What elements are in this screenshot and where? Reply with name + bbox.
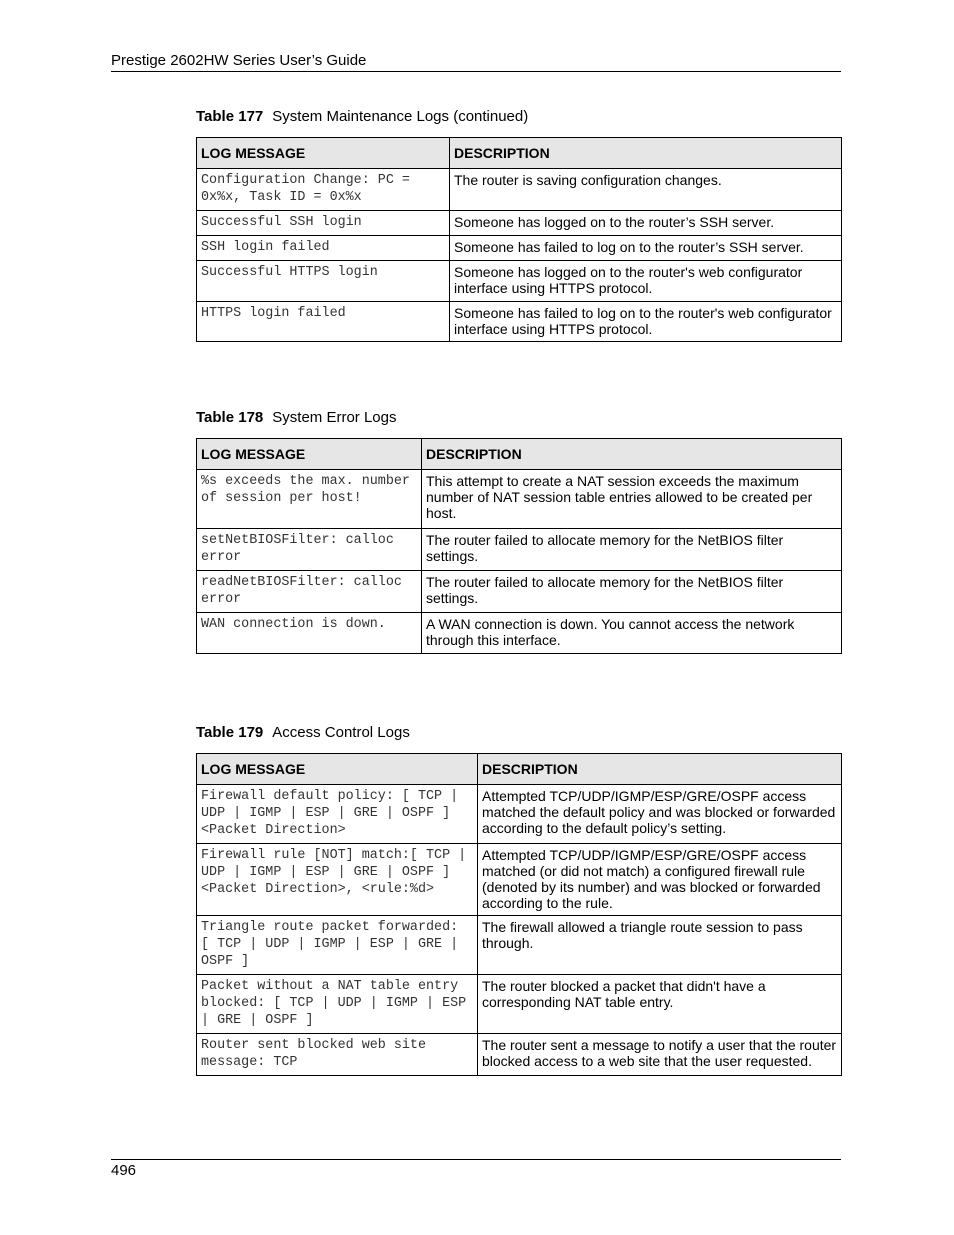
table-178-caption — [196, 409, 396, 426]
column-header: DESCRIPTION — [478, 754, 842, 785]
table-title: System Maintenance Logs (continued) — [272, 108, 529, 125]
description-cell: The router is saving configuration changes. — [450, 169, 842, 211]
table-header-row — [197, 138, 842, 169]
table-row — [197, 211, 842, 236]
table-row — [197, 975, 842, 1034]
log-message-cell: SSH login failed — [197, 236, 450, 261]
log-message-cell: Successful SSH login — [197, 211, 450, 236]
description-cell: Someone has failed to log on to the router's web configurator interface using HTTPS protocol. — [450, 302, 842, 342]
table-header-row — [197, 439, 842, 470]
table-row — [197, 571, 842, 613]
log-message-cell: WAN connection is down. — [197, 613, 422, 654]
log-message-cell: Successful HTTPS login — [197, 261, 450, 302]
log-message-cell: Configuration Change: PC = 0x%x, Task ID = 0x%x — [197, 169, 450, 211]
description-cell: Attempted TCP/UDP/IGMP/ESP/GRE/OSPF access matched (or did not match) a configured firewall rule (denoted by its number) and was blocked or forwarded according to the rule. — [478, 844, 842, 916]
system-error-logs-table — [196, 438, 842, 654]
description-cell: Someone has logged on to the router’s SSH server. — [450, 211, 842, 236]
table-title: Access Control Logs — [272, 724, 410, 741]
table-row — [197, 236, 842, 261]
column-header: LOG MESSAGE — [197, 138, 450, 169]
description-cell: Attempted TCP/UDP/IGMP/ESP/GRE/OSPF access matched the default policy and was blocked or forwarded according to the default policy’s setting. — [478, 785, 842, 844]
log-message-cell: Router sent blocked web site message: TCP — [197, 1034, 478, 1076]
access-control-logs-table — [196, 753, 842, 1076]
log-message-cell: HTTPS login failed — [197, 302, 450, 342]
description-cell: Someone has logged on to the router's web configurator interface using HTTPS protocol. — [450, 261, 842, 302]
table-177-caption — [196, 108, 528, 125]
system-maintenance-logs-table — [196, 137, 842, 342]
table-number: Table 177 — [196, 108, 264, 125]
page-number: 496 — [111, 1162, 137, 1179]
log-message-cell: Packet without a NAT table entry blocked: [ TCP | UDP | IGMP | ESP | GRE | OSPF ] — [197, 975, 478, 1034]
log-message-cell: %s exceeds the max. number of session per host! — [197, 470, 422, 529]
table-row — [197, 261, 842, 302]
description-cell: This attempt to create a NAT session exceeds the maximum number of NAT session table entries allowed to be created per host. — [422, 470, 842, 529]
log-message-cell: Triangle route packet forwarded: [ TCP | UDP | IGMP | ESP | GRE | OSPF ] — [197, 916, 478, 975]
description-cell: The firewall allowed a triangle route session to pass through. — [478, 916, 842, 975]
log-message-cell: Firewall default policy: [ TCP | UDP | IGMP | ESP | GRE | OSPF ] <Packet Direction> — [197, 785, 478, 844]
description-cell: The router failed to allocate memory for the NetBIOS filter settings. — [422, 529, 842, 571]
description-cell: Someone has failed to log on to the router’s SSH server. — [450, 236, 842, 261]
table-row — [197, 613, 842, 654]
table-number: Table 178 — [196, 409, 264, 426]
table-row — [197, 785, 842, 844]
table-row — [197, 169, 842, 211]
log-message-cell: setNetBIOSFilter: calloc error — [197, 529, 422, 571]
column-header: DESCRIPTION — [422, 439, 842, 470]
table-number: Table 179 — [196, 724, 264, 741]
description-cell: The router sent a message to notify a user that the router blocked access to a web site that the user requested. — [478, 1034, 842, 1076]
table-title: System Error Logs — [272, 409, 397, 426]
column-header: DESCRIPTION — [450, 138, 842, 169]
table-row — [197, 470, 842, 529]
log-message-cell: Firewall rule [NOT] match:[ TCP | UDP | IGMP | ESP | GRE | OSPF ] <Packet Direction>, <rule:%d> — [197, 844, 478, 916]
description-cell: The router blocked a packet that didn't have a corresponding NAT table entry. — [478, 975, 842, 1034]
column-header: LOG MESSAGE — [197, 754, 478, 785]
footer-divider — [111, 1159, 841, 1160]
log-message-cell: readNetBIOSFilter: calloc error — [197, 571, 422, 613]
table-header-row — [197, 754, 842, 785]
table-row — [197, 1034, 842, 1076]
description-cell: A WAN connection is down. You cannot access the network through this interface. — [422, 613, 842, 654]
table-row — [197, 529, 842, 571]
description-cell: The router failed to allocate memory for the NetBIOS filter settings. — [422, 571, 842, 613]
header-divider — [111, 71, 841, 72]
column-header: LOG MESSAGE — [197, 439, 422, 470]
table-row — [197, 302, 842, 342]
table-179-caption — [196, 724, 410, 741]
page-header: Prestige 2602HW Series User’s Guide — [111, 52, 367, 69]
table-row — [197, 844, 842, 916]
table-row — [197, 916, 842, 975]
